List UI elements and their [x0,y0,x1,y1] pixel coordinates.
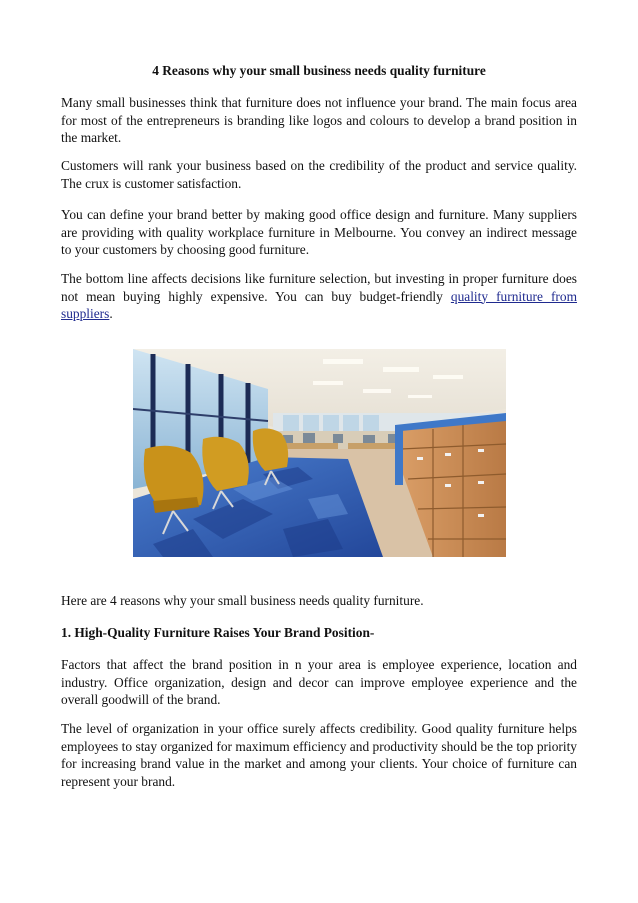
paragraph-brand-definition: You can define your brand better by making good office design and furniture. Many suppliers are providing with quality workplace furniture in Melbourne. You convey an indirect message to your customers by choosing good furniture. [61,207,577,258]
paragraph-organization: The level of organization in your office surely affects credibility. Good quality furniture helps employees to stay organized for maximum efficiency and productivity should be the top priority for increasing brand value in the market and among your clients. Your choice of furniture can represent your brand. [61,721,577,789]
document-title: 4 Reasons why your small business needs quality furniture [152,63,486,78]
quality-furniture-link[interactable]: quality furniture from suppliers [61,288,578,322]
paragraph-bottom-line-end: . [109,306,113,322]
office-furniture-photo [133,349,506,557]
paragraph-customers: Customers will rank your business based on the credibility of the product and service quality. The crux is customer satisfaction. [61,158,577,191]
paragraph-intro: Many small businesses think that furniture does not influence your brand. The main focus area for most of the entrepreneurs is branding like logos and colours to develop a brand position in the market. [61,95,577,146]
paragraph-bottom-line-text: The bottom line affects decisions like furniture selection, but investing in proper furniture does not mean buying highly expensive. You can buy budget-friendly [61,271,577,304]
paragraph-reasons-intro: Here are 4 reasons why your small business needs quality furniture. [61,593,424,608]
paragraph-bottom-line [61,270,577,323]
section-heading-1: 1. High-Quality Furniture Raises Your Brand Position- [61,625,375,640]
paragraph-brand-factors: Factors that affect the brand position in n your area is employee experience, location and industry. Office organization, design and decor can improve employee experience and the overall goodwill of the brand. [61,657,577,708]
